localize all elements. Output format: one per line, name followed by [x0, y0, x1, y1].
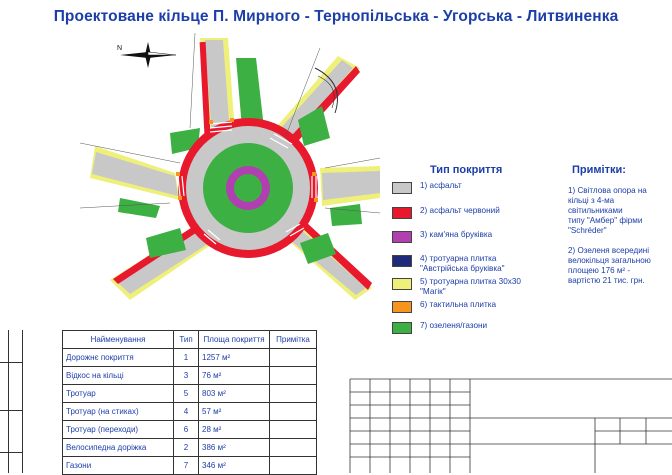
cell-note [270, 457, 317, 475]
table-header-row [63, 331, 317, 349]
legend-swatch [392, 182, 412, 194]
legend-label: 5) тротуарна плитка 30х30 "Магік" [420, 277, 521, 296]
cell-type: 7 [174, 457, 199, 475]
legend-label: 4) тротуарна плитка "Австрійська бруківка" [420, 254, 505, 273]
legend-label: 6) тактильна плитка [420, 300, 497, 309]
cell-type: 4 [174, 403, 199, 421]
cell-area: 28 м² [199, 421, 270, 439]
frame-stub [0, 410, 22, 411]
compass-north-label: N [117, 45, 123, 52]
table-header: Площа покриття [199, 331, 270, 349]
cell-type: 3 [174, 367, 199, 385]
legend-label: 1) асфальт [420, 181, 462, 190]
frame-left-border [22, 330, 23, 473]
roundabout-ring [178, 118, 318, 258]
table-header: Найменування [63, 331, 174, 349]
cell-area: 346 м² [199, 457, 270, 475]
table-header: Тип [174, 331, 199, 349]
cell-area: 1257 м² [199, 349, 270, 367]
table-row [63, 385, 317, 403]
legend-label: 7) озеленя/газони [420, 321, 488, 330]
cell-area: 386 м² [199, 439, 270, 457]
cell-area: 803 м² [199, 385, 270, 403]
cell-note [270, 403, 317, 421]
legend-swatch [392, 231, 412, 243]
coverage-table [62, 330, 317, 475]
legend-swatch [392, 255, 412, 267]
table-header: Примітка [270, 331, 317, 349]
title-block-stamp [350, 330, 672, 473]
table-row [63, 439, 317, 457]
legend-swatch [392, 207, 412, 219]
table-row [63, 457, 317, 475]
cell-area: 76 м² [199, 367, 270, 385]
table-row [63, 403, 317, 421]
note-2: 2) Озеленя всередині велокільця загальною площею 176 м² - вартістю 21 тис. грн. [568, 246, 651, 285]
legend-title: Тип покриття [430, 164, 503, 176]
legend-swatch [392, 301, 412, 313]
table-row [63, 421, 317, 439]
legend-label: 2) асфальт червоний [420, 206, 500, 215]
table-row [63, 367, 317, 385]
cell-note [270, 421, 317, 439]
cell-area: 57 м² [199, 403, 270, 421]
cell-note [270, 439, 317, 457]
frame-stub [0, 452, 22, 453]
note-1: 1) Світлова опора на кільці з 4-ма світильниками типу "Амбер" фірми "Schréder" [568, 186, 647, 235]
cell-name: Газони [63, 457, 174, 475]
cell-name: Дорожнє покриття [63, 349, 174, 367]
notes-title: Примітки: [572, 164, 626, 176]
frame-stub [0, 362, 22, 363]
cell-type: 1 [174, 349, 199, 367]
cell-name: Тротуар [63, 385, 174, 403]
cell-name: Велосипедна доріжка [63, 439, 174, 457]
cell-note [270, 349, 317, 367]
roundabout-plan [60, 28, 390, 328]
table-row [63, 349, 317, 367]
cell-type: 2 [174, 439, 199, 457]
cell-note [270, 385, 317, 403]
cell-note [270, 367, 317, 385]
legend-swatch [392, 278, 412, 290]
cell-name: Тротуар (переходи) [63, 421, 174, 439]
plan-title: Проектоване кільце П. Мирного - Тернопільська - Угорська - Литвиненка [53, 8, 619, 25]
cell-type: 5 [174, 385, 199, 403]
frame-inner-line [8, 330, 9, 473]
cell-type: 6 [174, 421, 199, 439]
cell-name: Тротуар (на стиках) [63, 403, 174, 421]
cell-name: Відкос на кільці [63, 367, 174, 385]
road-east [320, 166, 380, 206]
legend-label: 3) кам'яна бруківка [420, 230, 493, 239]
